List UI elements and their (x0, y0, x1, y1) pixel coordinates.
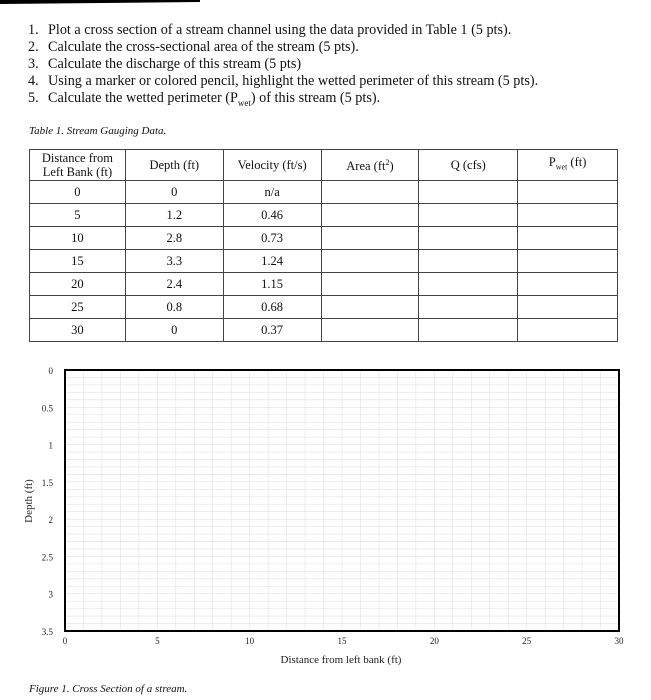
cell-distance: 5 (30, 204, 126, 227)
header-area: Area $(ft^2)$ (321, 150, 419, 181)
table-body (30, 181, 618, 342)
y-axis-label: Depth (ft) (23, 479, 35, 523)
x-tick-label: 0 (62, 636, 68, 646)
y-tick-label: 0 (48, 366, 53, 376)
cell-pwet[interactable] (518, 181, 618, 204)
instruction-item: 4. Using a marker or colored pencil, highlight the wetted perimeter of this stream (5 pts). (28, 73, 539, 89)
cell-depth: 2.4 (125, 273, 223, 296)
cell-velocity: 1.15 (223, 273, 321, 296)
cell-q[interactable] (419, 273, 518, 296)
y-tick-label: 0.5 (41, 403, 53, 414)
cell-q[interactable] (419, 227, 518, 250)
cell-q[interactable] (419, 296, 518, 319)
x-tick-label: 15 (337, 636, 347, 646)
x-axis-label: Distance from left bank (ft) (280, 654, 402, 666)
instruction-item: 3. Calculate the discharge of this stream (5 pts) (28, 56, 302, 72)
table-row (30, 296, 618, 319)
header-wetted-perimeter: $P_{wet}$ (ft) (518, 150, 618, 181)
cell-distance: 15 (30, 250, 126, 273)
header-distance: Distance from Left Bank (ft) (30, 150, 126, 181)
chart-grid (65, 370, 619, 631)
cell-distance: 20 (30, 273, 126, 296)
table-row (30, 250, 618, 273)
table-row (30, 181, 618, 204)
table-row (30, 273, 618, 296)
figure-caption: Figure 1. Cross Section of a stream. (29, 683, 188, 695)
x-tick-label: 25 (522, 636, 532, 646)
x-tick-label: 10 (245, 636, 255, 646)
instruction-item: 2. Calculate the cross-sectional area of the stream (5 pts). (28, 39, 359, 55)
table-row (30, 204, 618, 227)
cell-q[interactable] (419, 204, 518, 227)
cell-velocity: 0.73 (223, 227, 321, 250)
cell-q[interactable] (419, 250, 518, 273)
header-velocity: Velocity (ft/s) (223, 150, 321, 181)
cell-velocity: 1.24 (223, 250, 321, 273)
cell-q[interactable] (419, 181, 518, 204)
cell-distance: 10 (30, 227, 126, 250)
cell-pwet[interactable] (518, 296, 618, 319)
cell-area[interactable] (321, 296, 419, 319)
page-top-rule (0, 0, 200, 4)
y-tick-label: 3 (48, 589, 53, 600)
cell-pwet[interactable] (518, 227, 618, 250)
x-tick-label: 30 (614, 636, 624, 646)
table-caption: Table 1. Stream Gauging Data. (29, 125, 167, 137)
instruction-item: 1. Plot a cross section of a stream channel using the data provided in Table 1 (5 pts). (28, 22, 512, 38)
header-depth: Depth (ft) (125, 150, 223, 181)
cell-depth: 2.8 (125, 227, 223, 250)
x-tick-labels (63, 636, 624, 646)
table-row (30, 319, 618, 342)
y-tick-label: 2 (48, 515, 53, 526)
stream-gauging-table (29, 149, 618, 342)
cell-area[interactable] (321, 273, 419, 296)
instruction-item: 5. Calculate the wetted perimeter $(P_{wet})$ of this stream (5 pts). (28, 90, 381, 108)
cell-area[interactable] (321, 181, 419, 204)
cell-pwet[interactable] (518, 250, 618, 273)
cell-area[interactable] (321, 227, 419, 250)
x-tick-label: 5 (155, 636, 160, 646)
cell-pwet[interactable] (518, 204, 618, 227)
cell-depth: 3.3 (125, 250, 223, 273)
cell-pwet[interactable] (518, 273, 618, 296)
cell-q[interactable] (419, 319, 518, 342)
cross-section-chart (0, 350, 651, 700)
y-tick-label: 3.5 (41, 627, 53, 637)
y-tick-label: 1 (48, 440, 53, 451)
cell-velocity: 0.46 (223, 204, 321, 227)
cell-velocity: n/a (223, 181, 321, 204)
cell-distance: 30 (30, 319, 126, 342)
cell-velocity: 0.68 (223, 296, 321, 319)
cell-distance: 0 (30, 181, 126, 204)
instruction-list (28, 22, 538, 112)
cell-velocity: 0.37 (223, 319, 321, 342)
y-tick-label: 2.5 (41, 552, 53, 563)
cell-distance: 25 (30, 296, 126, 319)
header-discharge: Q (cfs) (419, 150, 518, 181)
cell-area[interactable] (321, 319, 419, 342)
cell-area[interactable] (321, 250, 419, 273)
cell-depth: 1.2 (125, 204, 223, 227)
y-tick-labels (42, 366, 54, 637)
cell-pwet[interactable] (518, 319, 618, 342)
cell-depth: 0.8 (125, 296, 223, 319)
cell-depth: 0 (125, 319, 223, 342)
cell-area[interactable] (321, 204, 419, 227)
cell-depth: 0 (125, 181, 223, 204)
table-row (30, 227, 618, 250)
y-tick-label: 1.5 (41, 477, 53, 488)
x-tick-label: 20 (429, 636, 439, 646)
